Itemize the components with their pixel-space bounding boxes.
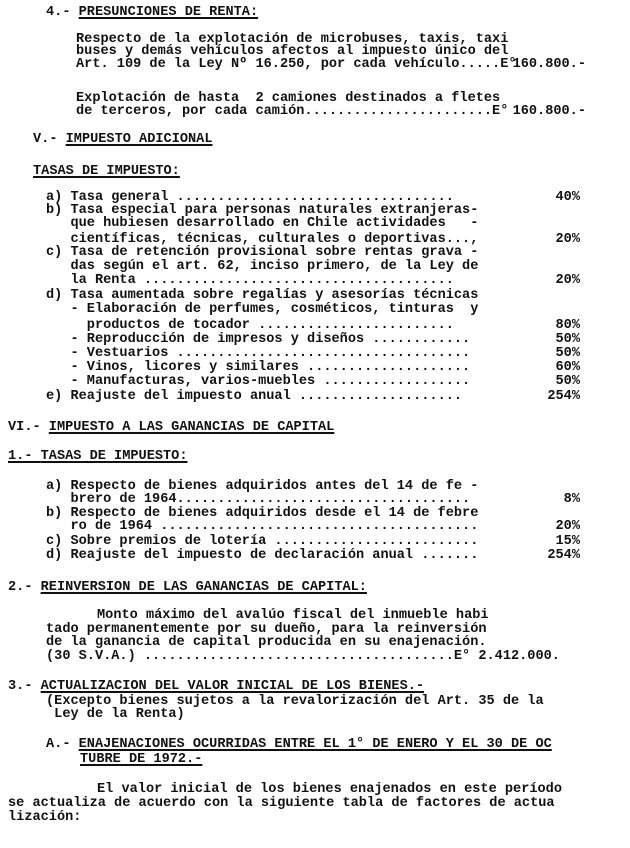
rate-value: 50% — [555, 332, 580, 347]
rate-line: - Manufacturas, varios-muebles .................. — [46, 374, 471, 389]
rate-value: 254% — [547, 389, 580, 404]
subheading-3 — [8, 680, 424, 694]
paragraph-line: Art. 109 de la Ley Nº 16.250, por cada vehículo.....E° — [76, 57, 517, 72]
subheading: TASAS DE IMPUESTO: — [33, 164, 180, 179]
paragraph-line: Respecto de la explotación de microbuses, taxis, taxi — [76, 32, 509, 47]
subheading-a — [46, 738, 552, 752]
amount: 160.800.- — [512, 57, 586, 72]
rate-line: d) Tasa aumentada sobre regalías y asesorías técnicas — [46, 288, 479, 303]
rate-line: a) Respecto de bienes adquiridos antes del 14 de fe - — [46, 479, 479, 494]
subheading-number: 2.- — [8, 580, 41, 595]
heading-text: PRESUNCIONES DE RENTA: — [78, 5, 259, 20]
rate-value: 50% — [555, 374, 580, 389]
rate-line: das según el art. 62, inciso primero, de la Ley de — [46, 259, 479, 274]
rate-line: brero de 1964.................................... — [46, 492, 471, 507]
subheading-text: ACTUALIZACION DEL VALOR INICIAL DE LOS BIENES.- — [40, 679, 425, 694]
amount: 160.800.- — [512, 104, 586, 119]
rate-value: 15% — [555, 534, 580, 549]
section-6-heading — [8, 421, 334, 435]
rate-value: 20% — [555, 232, 580, 247]
subheading-number: 3.- — [8, 679, 41, 694]
rate-value: 254% — [547, 548, 580, 563]
rate-line: - Reproducción de impresos y diseños ............ — [46, 332, 471, 347]
heading-text: IMPUESTO ADICIONAL — [65, 132, 213, 147]
rate-value: 40% — [555, 190, 580, 205]
subheading-number: 1.- — [8, 449, 41, 464]
rate-line: - Elaboración de perfumes, cosméticos, tinturas y — [46, 302, 479, 317]
rate-line: a) Tasa general .................................. — [46, 190, 454, 205]
paragraph-line: El valor inicial de los bienes enajenados en este período — [97, 782, 562, 797]
rate-line: científicas, técnicas, culturales o deportivas..., — [46, 232, 479, 247]
paragraph-line: (30 S.V.A.) ......................................E° 2.412.000. — [46, 649, 560, 664]
rate-value: 60% — [555, 360, 580, 375]
rate-line: productos de tocador ........................ — [46, 318, 454, 333]
paragraph-line: de terceros, por cada camión.......................E° — [76, 104, 509, 119]
section-5-heading — [33, 133, 212, 147]
subheading-2 — [8, 581, 367, 595]
heading-text: IMPUESTO A LAS GANANCIAS DE CAPITAL — [48, 420, 335, 435]
section-4-heading — [46, 6, 258, 20]
heading-number: VI.- — [8, 420, 49, 435]
paragraph-line: Explotación de hasta 2 camiones destinados a fletes — [76, 91, 501, 106]
paragraph-line: se actualiza de acuerdo con la siguiente tabla de factores de actua — [8, 796, 555, 811]
rate-value: 20% — [555, 519, 580, 534]
subheading-text: ENAJENACIONES OCURRIDAS ENTRE EL 1° DE ENERO Y EL 30 DE OC — [78, 737, 552, 752]
paragraph-line: de la ganancia de capital producida en su enajenación. — [46, 635, 487, 650]
subheading-1 — [8, 450, 187, 464]
subheading-text: REINVERSION DE LAS GANANCIAS DE CAPITAL: — [40, 580, 367, 595]
rate-line: que hubiesen desarrollado en Chile actividades - — [46, 216, 479, 231]
note-line: (Excepto bienes sujetos a la revalorización del Art. 35 de la — [46, 694, 544, 709]
paragraph-line: tado permanentemente por su dueño, para la reinversión — [46, 622, 487, 637]
subheading-text-cont: TUBRE DE 1972.- — [80, 752, 203, 767]
rate-line: c) Tasa de retención provisional sobre rentas grava - — [46, 245, 479, 260]
paragraph-line: Monto máximo del avalúo fiscal del inmueble habi — [97, 608, 489, 623]
rate-value: 20% — [555, 273, 580, 288]
subheading-number: A.- — [46, 737, 79, 752]
rate-line: la Renta ...................................... — [46, 273, 454, 288]
rate-line: b) Tasa especial para personas naturales extranjeras- — [46, 203, 479, 218]
heading-number: 4.- — [46, 5, 79, 20]
rate-value: 50% — [555, 346, 580, 361]
rate-line: d) Reajuste del impuesto de declaración anual ....... — [46, 548, 479, 563]
rate-line: b) Respecto de bienes adquiridos desde el 14 de febre — [46, 506, 479, 521]
rate-line: - Vestuarios .................................... — [46, 346, 471, 361]
rate-value: 8% — [563, 492, 580, 507]
note-line: Ley de la Renta) — [46, 707, 185, 722]
paragraph-line: buses y demás vehículos afectos al impuesto único del — [76, 44, 509, 59]
paragraph-line: lización: — [8, 810, 82, 825]
rate-value: 80% — [555, 318, 580, 333]
rate-line: - Vinos, licores y similares .................... — [46, 360, 471, 375]
rate-line: ro de 1964 ....................................... — [46, 519, 479, 534]
rate-line: c) Sobre premios de lotería ......................... — [46, 534, 479, 549]
rate-line: e) Reajuste del impuesto anual .................... — [46, 389, 463, 404]
heading-number: V.- — [33, 132, 66, 147]
subheading-text: TASAS DE IMPUESTO: — [40, 449, 188, 464]
